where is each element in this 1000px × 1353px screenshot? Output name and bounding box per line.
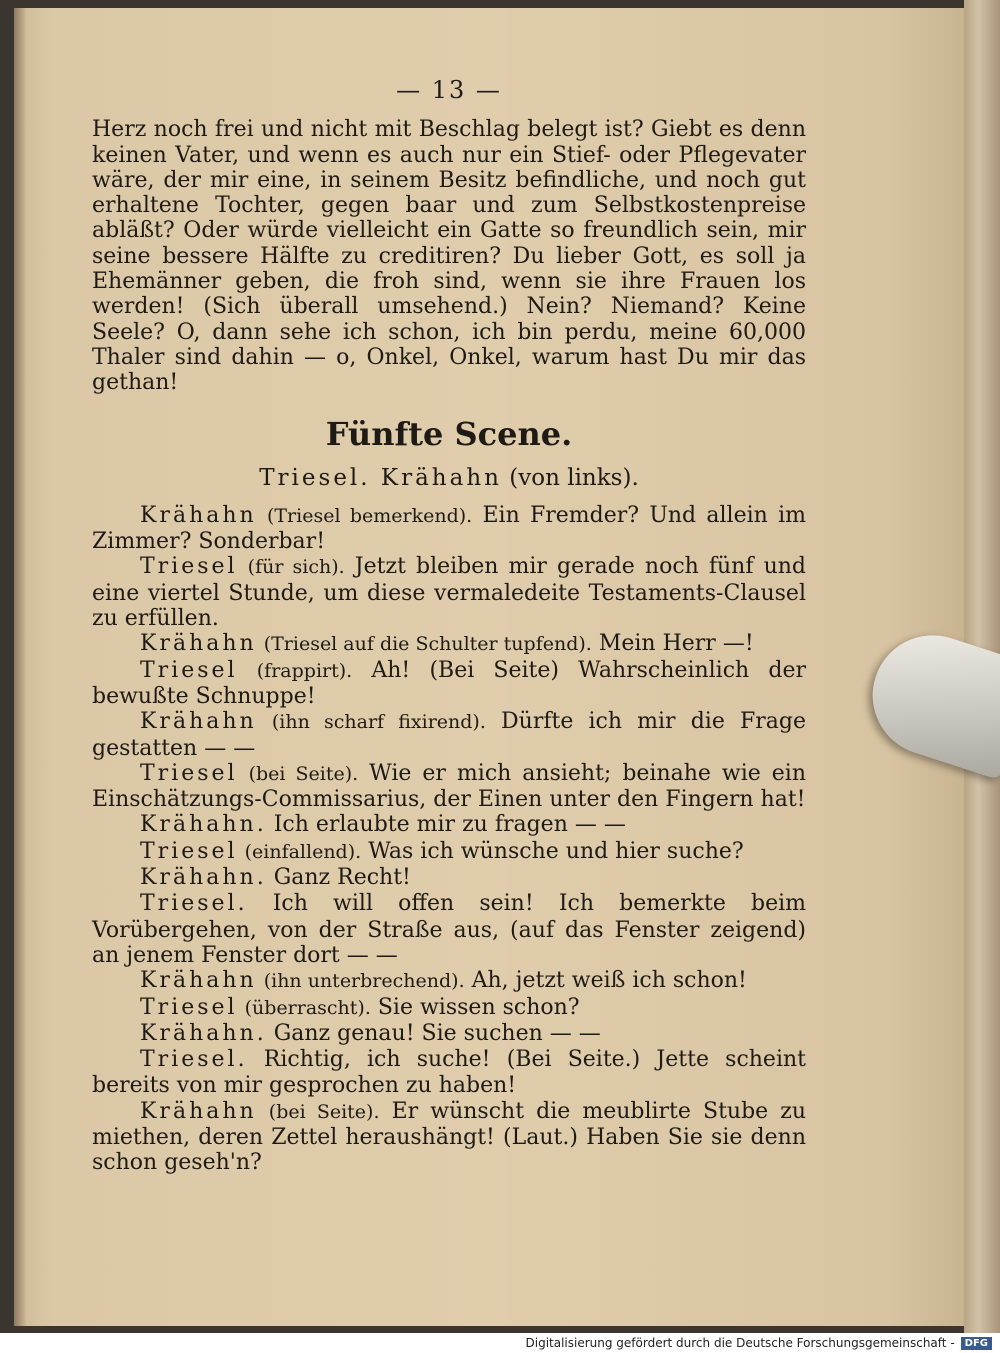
speaker-name: Triesel [140,838,238,864]
speaker-name: Triesel [140,994,238,1020]
spoken-text: Jetzt bleiben mir gerade noch fünf und eine viertel Stunde, um diese vermaledeite Testaments-Clausel zu erfüllen. [92,554,806,632]
stage-direction: (überrascht). [244,996,371,1019]
spoken-text: Ganz Recht! [273,865,411,891]
dialogue [92,503,806,1176]
dialogue-line [92,995,806,1021]
spoken-text: Sie wissen schon? [377,994,580,1020]
page-text [92,78,806,1176]
spoken-text: Richtig, ich suche! (Bei Seite.) Jette scheint bereits von mir gesprochen zu haben! [92,1047,806,1099]
dialogue-line [92,503,806,555]
speaker-name: Krähahn [140,631,257,657]
spoken-text: Ein Fremder? Und allein im Zimmer? Sonderbar! [92,502,806,555]
speaker-name: Triesel [140,657,238,683]
cast-direction: (von links). [509,464,639,491]
page-spine-shadow [14,8,26,1326]
dialogue-line [92,891,806,968]
scene-title: Fünfte Scene. [325,414,573,453]
spoken-text: Mein Herr —! [598,631,754,657]
dialogue-line [92,812,806,838]
dialogue-line [92,554,806,631]
spoken-text: Ich will offen sein! Ich bemerkte beim Vorübergehen, von der Straße aus, (auf das Fenster zeigend) an jenem Fenster dort — — [92,891,806,968]
cast-names: Triesel. Krähahn [259,464,502,491]
spoken-text: Ah, jetzt weiß ich schon! [471,968,747,994]
speaker-name: Krähahn [140,502,257,528]
speaker-name: Triesel [140,554,238,580]
speaker-name: Triesel. [140,1047,248,1073]
cast-line [92,466,806,491]
speaker-name: Triesel [140,760,238,786]
spoken-text: Er wünscht die meublirte Stube zu miethen, deren Zettel heraushängt! (Laut.) Haben Sie sie denn schon geseh'n? [92,1098,807,1176]
stage-direction: (einfallend). [244,840,362,863]
spoken-text: Ich erlaubte mir zu fragen — — [273,812,626,838]
stage-direction: (bei Seite). [248,762,359,785]
footer-credit: Digitalisierung gefördert durch die Deutsche Forschungsgemeinschaft - [525,1336,955,1350]
dialogue-line [92,839,806,865]
speaker-name: Triesel. [140,891,248,917]
stage-direction: (ihn unterbrechend). [263,970,465,993]
stage-direction: (frappirt). [256,659,353,682]
stage-direction: (Triesel bemerkend). [266,504,473,527]
dialogue-line [92,709,806,761]
book-page [14,8,964,1326]
page-number: — 13 — [396,76,502,104]
spoken-text: Ganz genau! Sie suchen — — [273,1020,601,1046]
dialogue-line [92,1099,806,1176]
dialogue-line [92,1047,806,1099]
dialogue-line [92,761,806,813]
dialogue-line [92,658,806,710]
speaker-name: Krähahn [140,968,257,994]
speaker-name: Krähahn. [140,865,267,891]
dialogue-line [92,1021,806,1047]
speaker-name: Krähahn. [140,812,267,838]
spoken-text: Dürfte ich mir die Frage gestatten — — [92,709,806,761]
stage-direction: (bei Seite). [268,1100,380,1123]
dfg-logo: DFG [961,1337,992,1350]
stage-direction: (ihn scharf fixirend). [271,711,486,734]
digitization-footer [0,1333,1000,1353]
dialogue-line [92,968,806,994]
spoken-text: Was ich wünsche und hier suche? [368,838,744,864]
stage-direction: (für sich). [247,556,345,579]
speaker-name: Krähahn. [140,1020,267,1046]
opening-paragraph: Herz noch frei und nicht mit Beschlag belegt ist? Giebt es denn keinen Vater, und wenn es auch nur ein Stief- oder Pflegevater wäre, der mir eine, in seinem Besitz befindliche, und noch gut erhaltene Tochter, gegen baar und zum Selbstkostenpreise abläßt? Oder würde vielleicht ein Gatte so freundlich sein, mir seine bessere Hälfte zu creditiren? Du lieber Gott, es soll ja Ehemänner geben, die froh sind, wenn sie ihre Frauen los werden! (Sich überall umsehend.) Nein? Niemand? Keine Seele? O, dann sehe ich schon, ich bin perdu, meine 60,000 Thaler sind dahin — o, Onkel, Onkel, warum hast Du mir das gethan! [92,117,806,396]
speaker-name: Krähahn [140,709,257,735]
dialogue-line [92,631,806,657]
speaker-name: Krähahn [140,1098,257,1124]
stage-direction: (Triesel auf die Schulter tupfend). [263,633,592,656]
dialogue-line [92,865,806,891]
spoken-text: Ah! (Bei Seite) Wahrscheinlich der bewußte Schnuppe! [92,657,806,709]
spoken-text: Wie er mich ansieht; beinahe wie ein Einschätzungs-Commissarius, der Einen unter den Fingern hat! [92,760,806,813]
